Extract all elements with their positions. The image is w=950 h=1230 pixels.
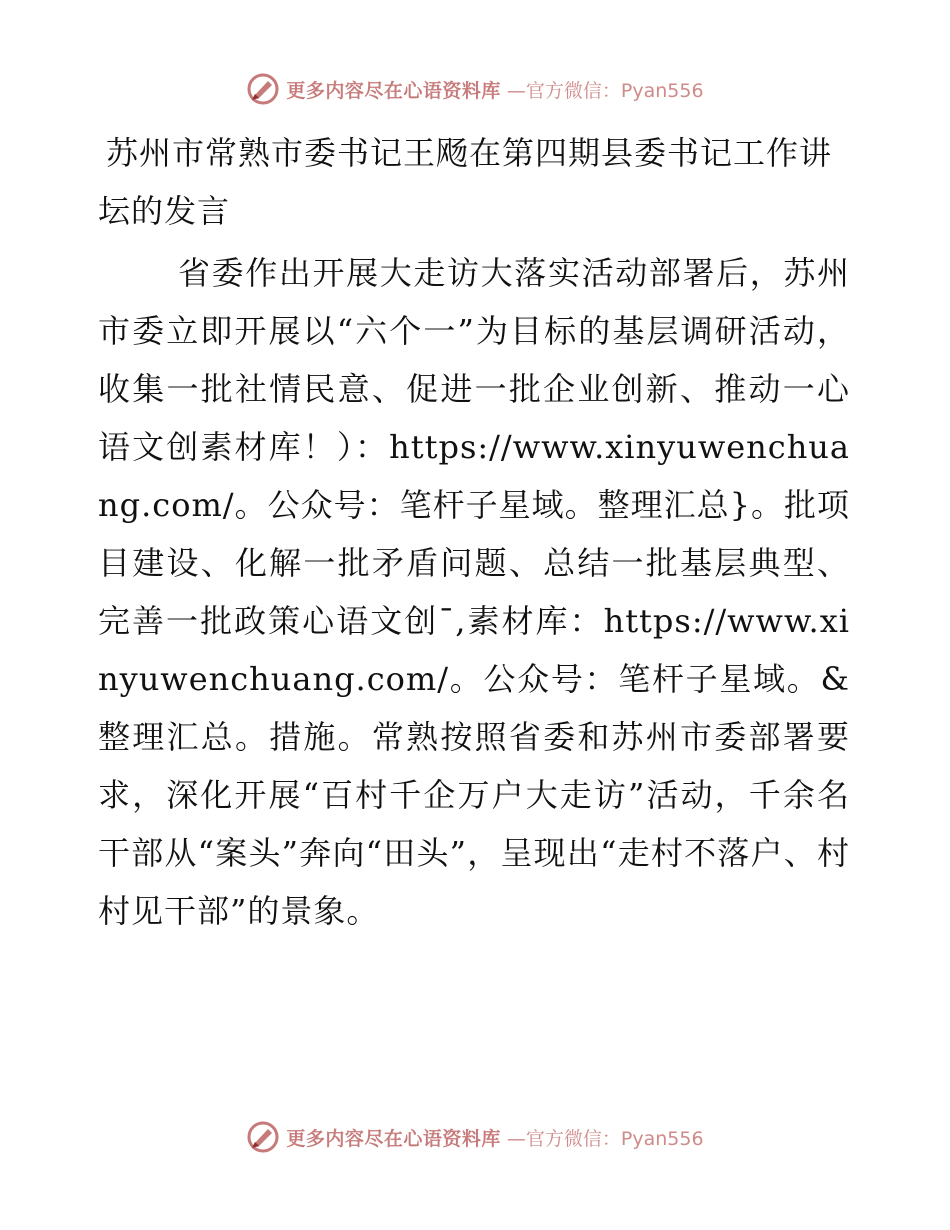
banner-brand-text: 更多内容尽在心语资料库	[286, 1127, 501, 1150]
document-title: 苏州市常熟市委书记王飏在第四期县委书记工作讲坛的发言	[98, 134, 833, 230]
footer-watermark-banner	[0, 1120, 950, 1154]
banner-contact-text: —官方微信：Pyan556	[506, 79, 704, 102]
document-paragraph: 省委作出开展大走访大落实活动部署后，苏州市委立即开展以“六个一”为目标的基层调研活动，收集一批社情民意、促进一批企业创新、推动一心语文创素材库！）：https://www.xinyuwenchuang.com/。公众号：笔杆子星域。整理汇总}。批项目建设、化解一批矛盾问题、总结一批基层典型、完善一批政策心语文创¯,素材库：https://www.xinyuwenchuang.com/。公众号：笔杆子星域。&整理汇总。措施。常熟按照省委和苏州市委部署要求，深化开展“百村千企万户大走访”活动，千余名干部从“案头”奔向“田头”，呈现出“走村不落户、村村见干部”的景象。	[98, 254, 850, 930]
pen-logo-icon	[246, 1120, 280, 1154]
document-body	[98, 124, 850, 940]
banner-brand-text: 更多内容尽在心语资料库	[286, 79, 501, 102]
pen-logo-icon	[246, 72, 280, 106]
header-watermark-banner	[0, 72, 950, 106]
banner-contact-text: —官方微信：Pyan556	[506, 1127, 704, 1150]
